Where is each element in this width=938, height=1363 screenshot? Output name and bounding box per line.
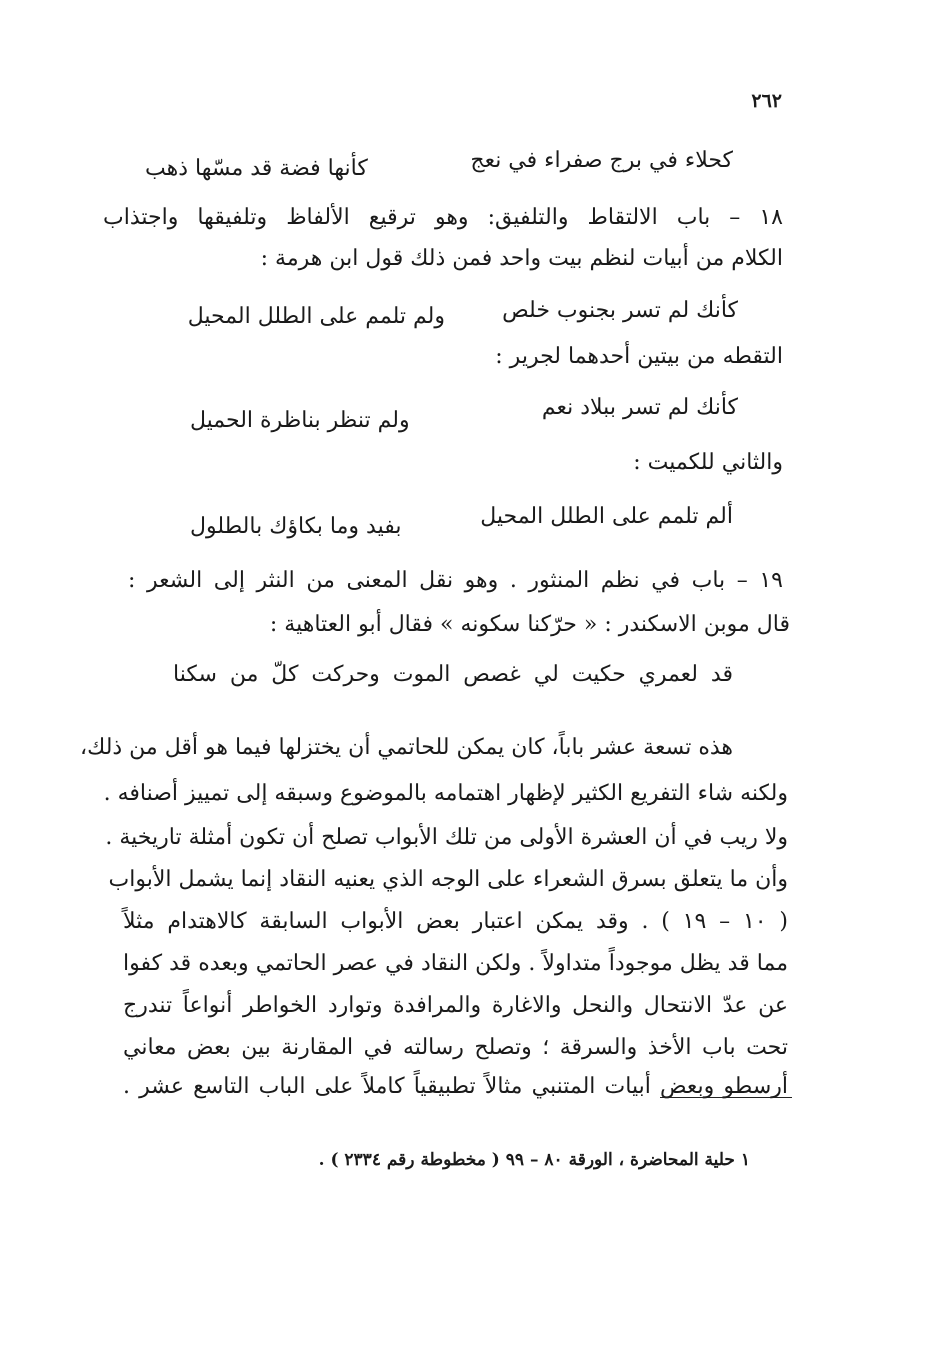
section-18-line-2: الكلام من أبيات لنظم بيت واحد فمن ذلك قول ابن هرمة : [260, 246, 783, 271]
paragraph-line-5: ( ١٠ – ١٩ ) . وقد يمكن اعتبار بعض الأبواب السابقة كالاهتدام مثلاً [123, 909, 788, 934]
page-number: ٢٦٢ [751, 90, 782, 112]
verse-5: قد لعمري حكيت لي غصص الموت وحركت كلّ من سكنا [173, 662, 733, 687]
intro-jarir: التقطه من بيتين أحدهما لجرير : [495, 344, 783, 369]
intro-kumayt: والثاني للكميت : [633, 450, 783, 475]
verse-4-second-hemistich: بفيد وما بكاؤك بالطلول [190, 514, 402, 539]
verse-1-second-hemistich: كأنها فضة قد مسّها ذهب [145, 156, 368, 181]
paragraph-line-7: عن عدّ الانتحال والنحل والاغارة والمرافدة وتوارد الخواطر أنواعاً تندرج [123, 993, 788, 1018]
section-19-line-1: ١٩ – باب في نظم المنثور . وهو نقل المعنى من النثر إلى الشعر : [128, 568, 783, 593]
verse-2-second-hemistich: ولم تلمم على الطلل المحيل [187, 304, 445, 329]
footnote: ١ حلية المحاضرة ، الورقة ٨٠ – ٩٩ ( مخطوطة رقم ٢٣٣٤ ) . [318, 1150, 750, 1170]
paragraph-line-6: مما قد يظل موجوداً متداولاً . ولكن النقاد في عصر الحاتمي وبعده قد كفوا [123, 951, 788, 976]
paragraph-line-4: وأن ما يتعلق بسرق الشعراء على الوجه الذي يعنيه النقاد إنما يشمل الأبواب [108, 867, 788, 892]
paragraph-line-3: ولا ريب في أن العشرة الأولى من تلك الأبواب تصلح أن تكون أمثلة تاريخية . [105, 825, 788, 850]
section-19-line-2: قال موبن الاسكندر : « حرّكنا سكونه » فقال أبو العتاهية : [269, 612, 790, 637]
paragraph-line-8: تحت باب الأخذ والسرقة ؛ وتصلح رسالته في المقارنة بين بعض معاني [123, 1035, 788, 1060]
verse-3-first-hemistich: كأنك لم تسر ببلاد نعم [541, 395, 738, 420]
footnote-separator [660, 1097, 792, 1098]
verse-1-first-hemistich: كحلاء في برج صفراء في نعج [470, 148, 733, 173]
section-18-line-1: ١٨ – باب الالتقاط والتلفيق: وهو ترقيع الألفاظ وتلفيقها واجتذاب [103, 205, 783, 230]
verse-2-first-hemistich: كأنك لم تسر بجنوب خلص [502, 298, 738, 323]
paragraph-line-1: هذه تسعة عشر باباً، كان يمكن للحاتمي أن يختزلها فيما هو أقل من ذلك، [80, 735, 733, 760]
paragraph-line-9: أرسطو وبعض أبيات المتنبي مثالاً تطبيقياً كاملاً على الباب التاسع عشر . [123, 1074, 788, 1099]
verse-3-second-hemistich: ولم تنظر بناظرة الحميل [190, 408, 410, 433]
paragraph-line-2: ولكنه شاء التفريع الكثير لإظهار اهتمامه بالموضوع وسبقه إلى تمييز أصنافه . [103, 781, 788, 806]
verse-4-first-hemistich: ألم تلمم على الطلل المحيل [480, 504, 733, 529]
